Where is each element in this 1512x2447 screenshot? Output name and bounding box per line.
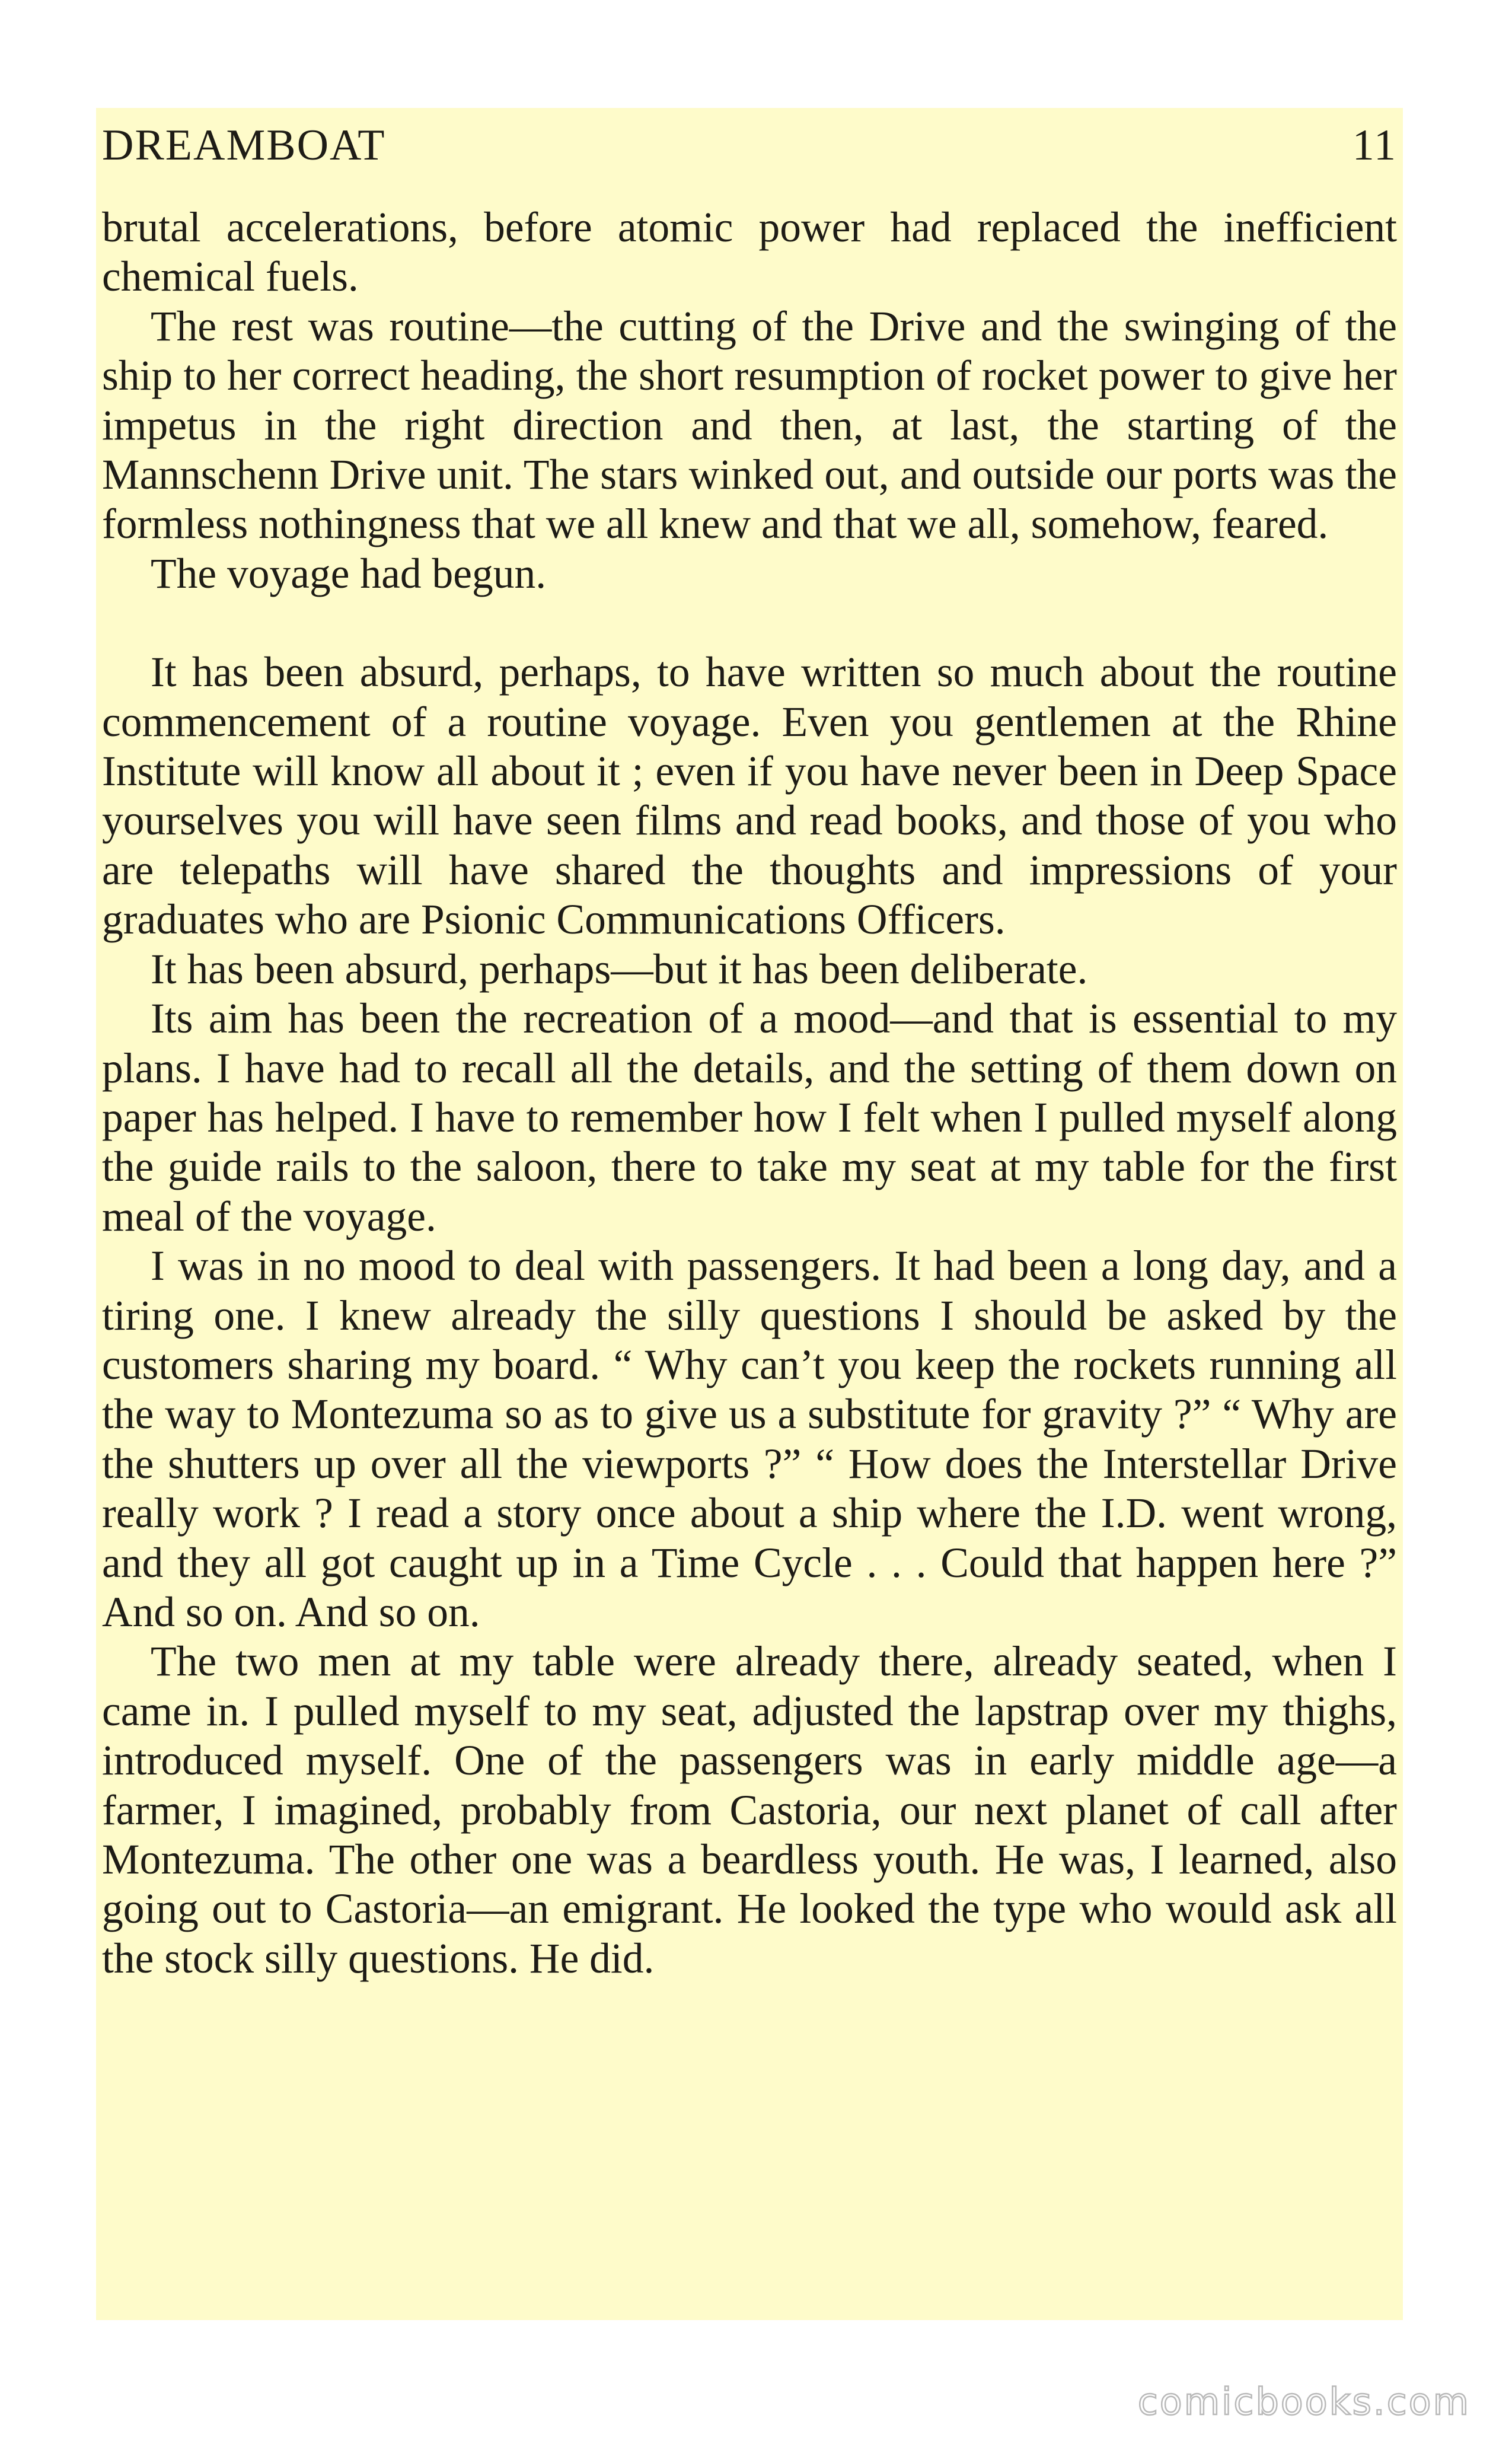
paragraph-3: The voyage had begun. [151,550,547,597]
body-text [102,203,1397,1983]
running-head-title: DREAMBOAT [102,121,386,170]
page-number: 11 [1352,121,1397,170]
paragraph-5: It has been absurd, perhaps—but it has been deliberate. [151,945,1088,993]
book-page [96,108,1403,2320]
paragraph-1: brutal accelerations, before atomic power had replaced the inefficient chemical fuels. [102,204,1397,301]
running-head [96,119,1403,172]
paragraph-4: It has been absurd, perhaps, to have written so much about the routine commencement of a routine voyage. Even you gentlemen at the Rhine Institute will know all about it ; even if you have never been in Deep Space yourselves you will have seen films and read books, and those of you who are telepaths will have shared the thoughts and impressions of your graduates who are Psionic Communications Officers. [102,649,1397,944]
paragraph-8: The two men at my table were already there, already seated, when I came in. I pulled myself to my seat, adjusted the lapstrap over my thighs, introduced myself. One of the passengers was in early middle age—a farmer, I imagined, probably from Castoria, our next planet of call after Montezuma. The other one was a beardless youth. He was, I learned, also going out to Castoria—an emigrant. He looked the type who would ask all the stock silly questions. He did. [102,1638,1397,1982]
paragraph-7: I was in no mood to deal with passengers. It had been a long day, and a tiring one. I knew already the silly questions I should be asked by the customers sharing my board. “ Why can’t you keep the rockets running all the way to Montezuma so as to give us a substitute for gravity ?” “ Why are the shutters up over all the viewports ?” “ How does the Interstellar Drive really work ? I read a story once about a ship where the I.D. went wrong, and they all got caught up in a Time Cycle . . . Could that happen here ?” And so on. And so on. [102,1242,1397,1636]
paragraph-2: The rest was routine—the cutting of the Drive and the swinging of the ship to her correct heading, the short resumption of rocket power to give her impetus in the right direction and then, at last, the starting of the Mannschenn Drive unit. The stars winked out, and outside our ports was the formless nothingness that we all knew and that we all, somehow, feared. [102,302,1397,548]
watermark-logo: comicbooks.com [1137,2380,1470,2423]
paragraph-6: Its aim has been the recreation of a mood—and that is essential to my plans. I have had to recall all the details, and the setting of them down on paper has helped. I have to remember how I felt when I pulled myself along the guide rails to the saloon, there to take my seat at my table for the first meal of the voyage. [102,995,1397,1240]
